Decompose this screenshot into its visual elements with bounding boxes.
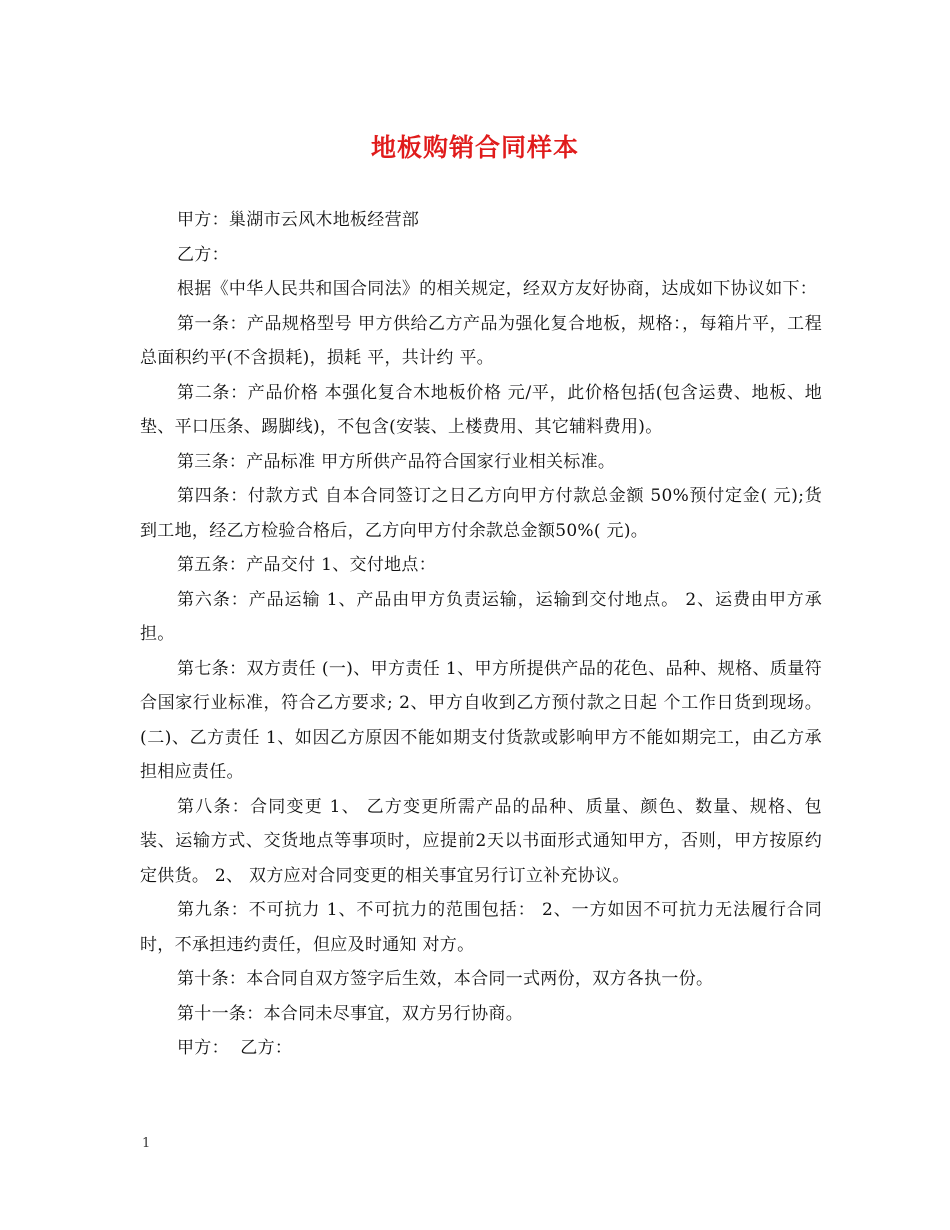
party-b-line: 乙方： (177, 244, 229, 265)
article-1-paragraph: 第一条：产品规格型号 甲方供给乙方产品为强化复合地板，规格：，每箱片平，工程总面积约平(不含损耗)，损耗 平，共计约 平。 (140, 313, 822, 368)
article-10-paragraph: 第十条：本合同自双方签字后生效，本合同一式两份，双方各执一份。 (177, 969, 714, 989)
article-8-paragraph: 第八条：合同变更 1、 乙方变更所需产品的品种、质量、颜色、数量、规格、包装、运输方式、交货地点等事项时，应提前2天以书面形式通知甲方，否则，甲方按原约定供货。 2、 双方应对合同变更的相关事宜另行订立补充协议。 (140, 796, 822, 886)
article-5-paragraph: 第五条：产品交付 1、交付地点： (177, 555, 437, 575)
article-11-paragraph: 第十一条：本合同未尽事宜，双方另行协商。 (177, 1003, 523, 1024)
party-a-line: 甲方：巢湖市云风木地板经营部 (177, 210, 420, 230)
article-4-paragraph: 第四条：付款方式 自本合同签订之日乙方向甲方付款总金额 50%预付定金( 元);货到工地，经乙方检验合格后，乙方向甲方付余款总金额50%( 元)。 (140, 486, 822, 541)
article-3-paragraph: 第三条：产品标准 甲方所供产品符合国家行业相关标准。 (177, 451, 616, 472)
document-title: 地板购销合同样本 (370, 133, 579, 162)
page-number: 1 (142, 1136, 151, 1151)
preamble-paragraph: 根据《中华人民共和国合同法》的相关规定，经双方友好协商，达成如下协议如下： (177, 279, 818, 299)
article-2-paragraph: 第二条：产品价格 本强化复合木地板价格 元/平，此价格包括(包含运费、地板、地垫、平口压条、踢脚线)，不包含(安装、上楼费用、其它辅料费用)。 (140, 382, 822, 437)
article-7-paragraph: 第七条：双方责任 (一)、甲方责任 1、甲方所提供产品的花色、品种、规格、质量符合国家行业标准，符合乙方要求; 2、甲方自收到乙方预付款之日起 个工作日货到现场。 (二)、乙方责任 1、如因乙方原因不能如期支付货款或影响甲方不能如期完工，由乙方承担相应责任。 (140, 658, 828, 782)
signature-line: 甲方： 乙方： (177, 1038, 293, 1058)
contract-body (140, 203, 828, 1066)
article-6-paragraph: 第六条：产品运输 1、产品由甲方负责运输，运输到交付地点。 2、运费由甲方承担。 (140, 589, 822, 644)
article-9-paragraph: 第九条：不可抗力 1、不可抗力的范围包括： 2、一方如因不可抗力无法履行合同时，不承担违约责任，但应及时通知 对方。 (140, 900, 822, 955)
